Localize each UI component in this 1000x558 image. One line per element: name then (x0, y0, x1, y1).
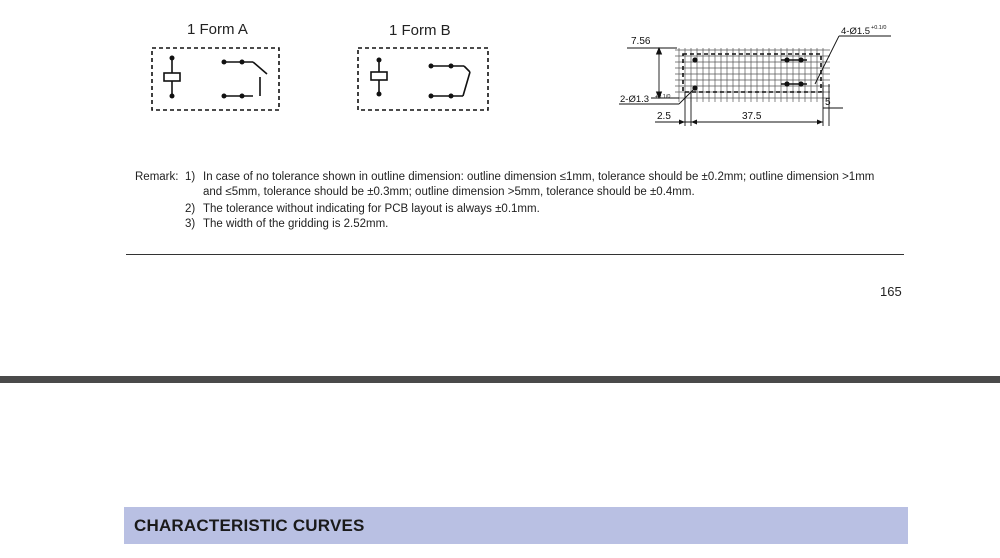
remark-2-text: The tolerance without indicating for PCB layout is always ±0.1mm. (203, 203, 540, 215)
form-b-title: 1 Form B (389, 22, 451, 39)
page-separator (0, 376, 1000, 383)
remark-1-line-2: and ≤5mm, tolerance should be ±0.3mm; outline dimension >5mm, tolerance should be ±0.4mm. (203, 186, 695, 198)
normally-open-contact (224, 62, 267, 96)
hole-label-left: 2-Ø1.3 (620, 94, 650, 105)
remark-3-text: The width of the gridding is 2.52mm. (203, 218, 389, 230)
remark-1-line-1: In case of no tolerance shown in outline dimension: outline dimension ≤1mm, tolerance should be ±0.2mm; outline dimension >1mm (203, 171, 875, 183)
dim-height-lines (627, 48, 679, 98)
hole-label-right: 4-Ø1.5 (841, 26, 871, 37)
section-header (124, 507, 908, 544)
remark-1-num: 1) (185, 171, 196, 183)
remark-2-num: 2) (185, 203, 196, 215)
coil-terminal-bottom (170, 94, 175, 99)
form-b-schematic (354, 44, 492, 114)
section-title: CHARACTERISTIC CURVES (134, 515, 365, 535)
pcb-grid (675, 48, 830, 102)
dim-height-label: 7.56 (631, 36, 651, 47)
coil-symbol (371, 60, 387, 94)
pin-hole (692, 57, 697, 62)
coil-symbol (164, 58, 180, 96)
remark-3-num: 3) (185, 218, 196, 230)
pcb-layout-drawing (615, 22, 905, 132)
form-a-schematic (148, 44, 284, 114)
page-number: 165 (880, 284, 902, 299)
footer-rule (126, 254, 904, 255)
form-a-title: 1 Form A (187, 21, 248, 38)
hole-tolerance-right: +0.1/0 (871, 25, 887, 31)
normally-closed-contact (431, 66, 470, 96)
coil-terminal-top (170, 56, 175, 61)
dim-end-label: 5 (825, 97, 831, 108)
dim-pin-pitch-label: 2.5 (657, 111, 671, 122)
hole-tolerance-left: +0.1/0 (655, 94, 671, 100)
dim-length-label: 37.5 (742, 111, 762, 122)
remark-label: Remark: (135, 171, 179, 183)
